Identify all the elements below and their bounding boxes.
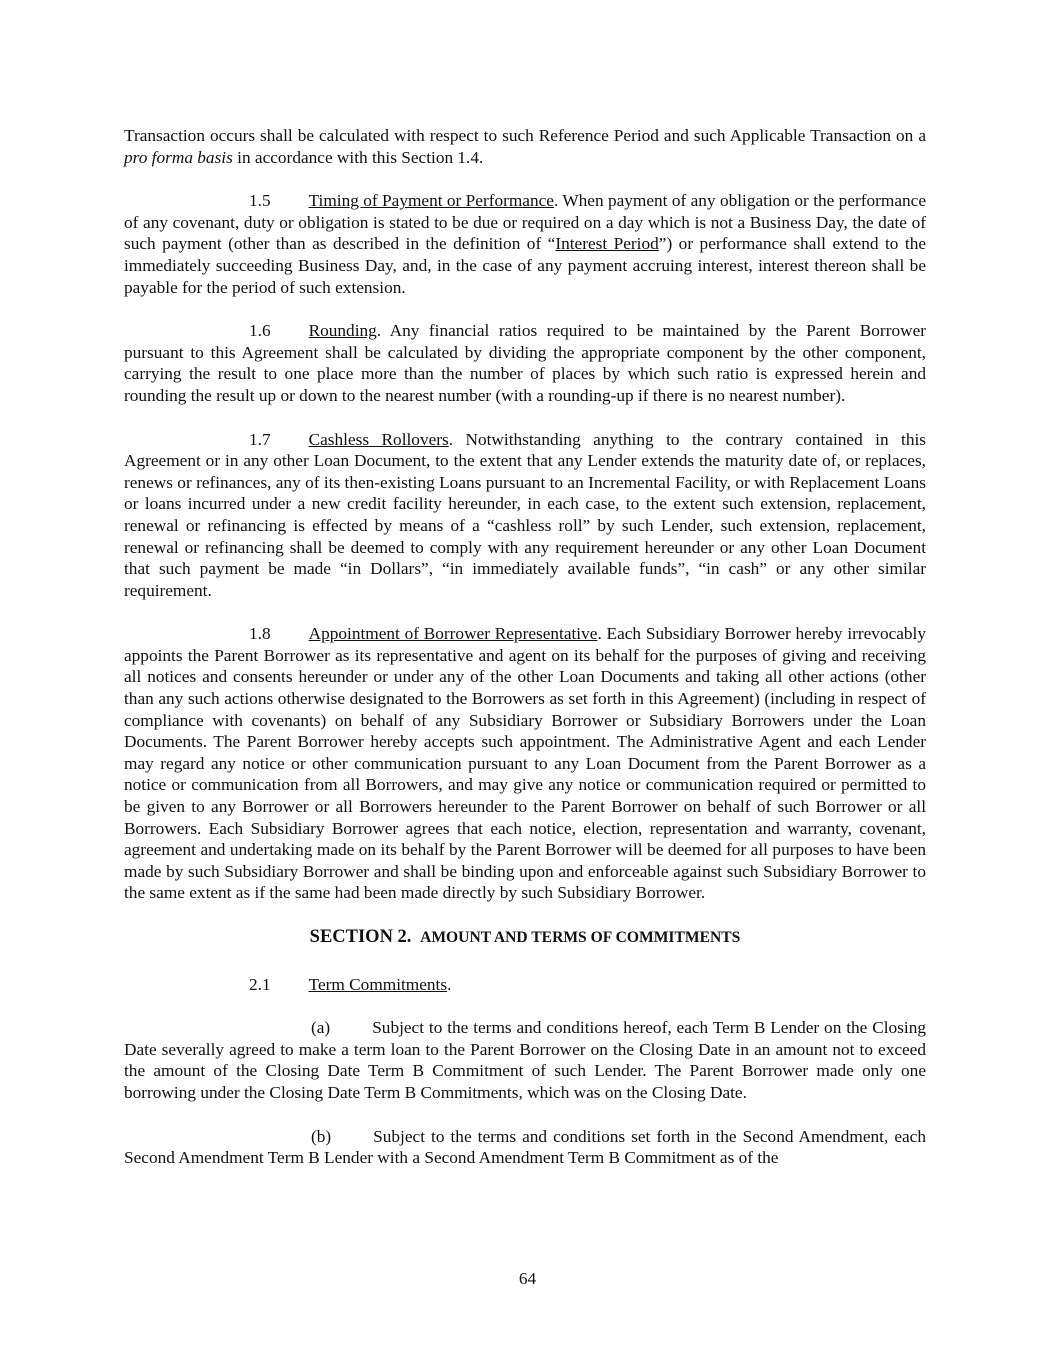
section-heading: Term Commitments [308, 974, 448, 994]
clause-label: (b) [311, 1126, 332, 1146]
page-body [124, 125, 926, 1191]
section-2-1-b [124, 1126, 926, 1169]
section-1-8 [124, 623, 926, 904]
section-number: 1.7 [249, 429, 271, 449]
pro-forma-term: pro forma basis [124, 147, 233, 167]
section-text-end: ”) or performance shall extend to the immediately succeeding Business Day, and, in the case of any payment accruing interest, interest thereon shall be payable for the period of such extension. [124, 234, 927, 297]
section-heading: Cashless Rollovers [308, 429, 449, 449]
section-heading: Timing of Payment or Performance [308, 191, 554, 211]
intro-text-end: in accordance with this Section 1.4. [232, 147, 484, 167]
section-text: . When payment of any obligation or the performance of any covenant, duty or obligation is stated to be due or required on a day which is not a Business Day, the date of such payment (other than as described in the definition of “ [124, 191, 926, 254]
section-2-heading [124, 926, 926, 949]
intro-paragraph [124, 125, 926, 168]
section-2-title: AMOUNT AND TERMS OF COMMITMENTS [420, 929, 741, 946]
section-1-7 [124, 429, 926, 602]
section-heading: Appointment of Borrower Representative [308, 624, 598, 644]
section-heading-period: . [447, 974, 452, 994]
section-2-1 [124, 974, 926, 996]
page-number: 64 [518, 1269, 537, 1288]
section-text: . Notwithstanding anything to the contrary contained in this Agreement or in any other Loan Document, to the extent that any Lender extends the maturity date of, or replaces, renews or refinances, any of its then-existing Loans pursuant to an Incremental Facility, or with Replacement Loans or loans incurred under a new credit facility hereunder, in each case, to the extent such extension, replacement, renewal or refinancing is effected by means of a “cashless roll” by such Lender, such extension, replacement, renewal or refinancing shall be deemed to comply with any requirement hereunder or any other Loan Document that such payment be made “in Dollars”, “in immediately available funds”, “in cash” or any other similar requirement. [124, 429, 926, 600]
intro-text: Transaction occurs shall be calculated with respect to such Reference Period and such Applicable Transaction on a [124, 126, 926, 145]
clause-label: (a) [311, 1018, 331, 1038]
section-text: . Each Subsidiary Borrower hereby irrevocably appoints the Parent Borrower as its representative and agent on its behalf for the purposes of giving and receiving all notices and consents hereunder or under any of the other Loan Documents and taking all other actions (other than any such actions otherwise designated to the Borrowers as set forth in this Agreement) (including in respect of compliance with covenants) on behalf of any Subsidiary Borrower or Subsidiary Borrowers under the Loan Documents. The Parent Borrower hereby accepts such appointment. The Administrative Agent and each Lender may regard any notice or other communication pursuant to any Loan Document from the Parent Borrower as a notice or communication from all Borrowers, and may give any notice or communication required or permitted to be given to any Borrower or all Borrowers hereunder to the Parent Borrower on behalf of such Borrower or all Borrowers. Each Subsidiary Borrower agrees that each notice, election, representation and warranty, covenant, agreement and undertaking made on its behalf by the Parent Borrower will be deemed for all purposes to have been made by such Subsidiary Borrower and shall be binding upon and enforceable against such Subsidiary Borrower to the same extent as if the same had been made directly by such Subsidiary Borrower. [124, 624, 927, 903]
section-2-1-a [124, 1017, 926, 1103]
defined-term-interest-period: Interest Period [555, 234, 659, 254]
section-2-number: SECTION 2. [309, 927, 412, 947]
section-heading: Rounding [308, 321, 377, 341]
section-number: 1.8 [249, 624, 271, 644]
clause-text: Subject to the terms and conditions hereof, each Term B Lender on the Closing Date severally agreed to make a term loan to the Parent Borrower on the Closing Date in an amount not to exceed the amount of the Closing Date Term B Commitment of such Lender. The Parent Borrower made only one borrowing under the Closing Date Term B Commitments, which was on the Closing Date. [124, 1018, 926, 1102]
section-number: 2.1 [249, 974, 271, 994]
section-1-6 [124, 320, 926, 406]
section-text: . Any financial ratios required to be maintained by the Parent Borrower pursuant to this Agreement shall be calculated by dividing the appropriate component by the other component, carrying the result to one place more than the number of places by which such ratio is expressed herein and rounding the result up or down to the nearest number (with a rounding-up if there is no nearest number). [124, 321, 926, 405]
section-1-5 [124, 190, 926, 298]
section-number: 1.5 [249, 191, 271, 211]
clause-text: Subject to the terms and conditions set forth in the Second Amendment, each Second Amendment Term B Lender with a Second Amendment Term B Commitment as of the [124, 1126, 926, 1168]
section-number: 1.6 [249, 321, 271, 341]
